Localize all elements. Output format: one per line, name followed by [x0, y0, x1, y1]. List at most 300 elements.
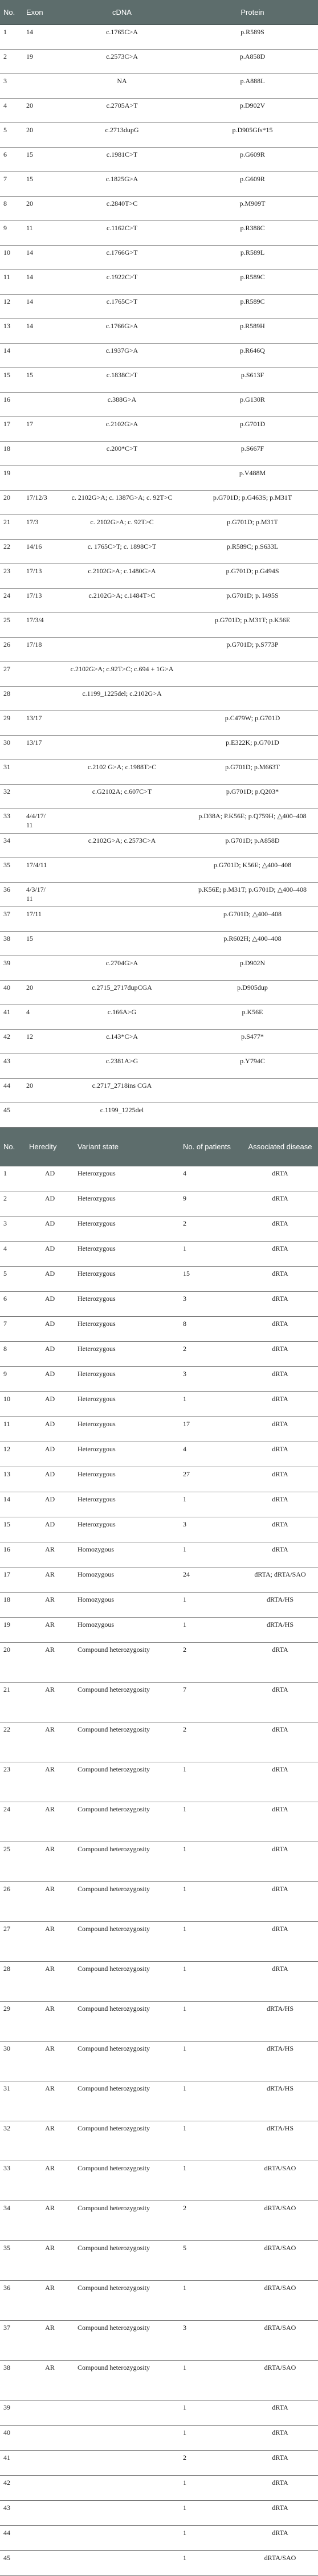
- cell-associated-disease: dRTA: [242, 2476, 318, 2501]
- cell-variant-state: Heterozygous: [74, 1191, 180, 1216]
- col-header-cdna: cDNA: [57, 0, 187, 25]
- cell-heredity: AD: [26, 1467, 74, 1492]
- table-row: [0, 2161, 318, 2201]
- table-row: [0, 588, 318, 613]
- cell-no: 37: [0, 907, 23, 931]
- cell-heredity: AR: [26, 1802, 74, 1842]
- cell-protein: p.S613F: [187, 368, 318, 392]
- table-row: [0, 417, 318, 441]
- cell-patients: 3: [180, 2321, 242, 2361]
- cell-cdna: c.2840T>C: [57, 196, 187, 221]
- cell-cdna: [57, 711, 187, 735]
- cell-protein: p.G701D: [187, 417, 318, 441]
- table-row: [0, 2241, 318, 2281]
- cell-variant-state: [74, 2551, 180, 2576]
- cell-associated-disease: dRTA/SAO: [242, 2551, 318, 2576]
- cell-protein: p.G609R: [187, 147, 318, 172]
- cell-protein: p.G701D; p.Q203*: [187, 784, 318, 809]
- cell-associated-disease: dRTA: [242, 1292, 318, 1317]
- cell-protein: p.G701D; △400–408: [187, 907, 318, 931]
- col-header-no: No.: [0, 1128, 26, 1166]
- table-row: [0, 2321, 318, 2361]
- cell-exon: 20: [23, 980, 57, 1005]
- cell-protein: p.G701D; p.S773P: [187, 637, 318, 662]
- table-row: [0, 1643, 318, 1683]
- cell-no: 21: [0, 1683, 26, 1722]
- cell-heredity: AD: [26, 1267, 74, 1292]
- heredity-table: [0, 1128, 318, 2576]
- cell-exon: [23, 1103, 57, 1127]
- cell-no: 3: [0, 1216, 26, 1242]
- cell-protein: p.S477*: [187, 1029, 318, 1054]
- cell-variant-state: Compound heterozygosity: [74, 2361, 180, 2401]
- cell-cdna: c.388G>A: [57, 392, 187, 417]
- cell-no: 20: [0, 490, 23, 515]
- table-row: [0, 74, 318, 98]
- table-row: [0, 858, 318, 882]
- cell-variant-state: Compound heterozygosity: [74, 2281, 180, 2321]
- cell-associated-disease: dRTA: [242, 1722, 318, 1762]
- cell-protein: p.G609R: [187, 172, 318, 196]
- cell-cdna: [57, 809, 187, 833]
- cell-exon: 17/11: [23, 907, 57, 931]
- cell-cdna: c. 1765C>T; c. 1898C>T: [57, 539, 187, 564]
- cell-no: 25: [0, 613, 23, 637]
- cell-cdna: c.2705A>T: [57, 98, 187, 123]
- cell-no: 36: [0, 882, 23, 907]
- cell-no: 28: [0, 686, 23, 711]
- cell-no: 43: [0, 2501, 26, 2526]
- cell-associated-disease: dRTA/SAO: [242, 2281, 318, 2321]
- cell-cdna: c.1199_1225del: [57, 1103, 187, 1127]
- cell-exon: 19: [23, 49, 57, 74]
- cell-heredity: AR: [26, 1618, 74, 1643]
- cell-exon: 17/12/3: [23, 490, 57, 515]
- cell-associated-disease: dRTA: [242, 1643, 318, 1683]
- table-row: [0, 2042, 318, 2081]
- cell-associated-disease: dRTA/SAO: [242, 2161, 318, 2201]
- table-row: [0, 662, 318, 686]
- cell-no: 1: [0, 1166, 26, 1191]
- cell-no: 35: [0, 858, 23, 882]
- cell-patients: 1: [180, 2361, 242, 2401]
- cell-protein: [187, 686, 318, 711]
- table-row: [0, 564, 318, 588]
- cell-variant-state: Compound heterozygosity: [74, 2002, 180, 2042]
- cell-no: 23: [0, 1762, 26, 1802]
- cell-cdna: [57, 907, 187, 931]
- cell-no: 36: [0, 2281, 26, 2321]
- table-row: [0, 123, 318, 147]
- cell-protein: p.G701D; p.G494S: [187, 564, 318, 588]
- cell-exon: [23, 956, 57, 980]
- cell-no: 44: [0, 1078, 23, 1103]
- cell-variant-state: Compound heterozygosity: [74, 1643, 180, 1683]
- table-row: [0, 1342, 318, 1367]
- cell-cdna: c.2102G>A; c.1480G>A: [57, 564, 187, 588]
- cell-exon: [23, 833, 57, 858]
- cell-heredity: AD: [26, 1292, 74, 1317]
- cell-associated-disease: dRTA: [242, 1962, 318, 2002]
- cell-variant-state: [74, 2426, 180, 2451]
- table-row: [0, 490, 318, 515]
- cell-associated-disease: dRTA/HS: [242, 2002, 318, 2042]
- cell-no: 11: [0, 270, 23, 294]
- heredity-table-body: [0, 1166, 318, 2576]
- cell-no: 9: [0, 1367, 26, 1392]
- cell-associated-disease: dRTA: [242, 1242, 318, 1267]
- table-row: [0, 343, 318, 368]
- cell-variant-state: Compound heterozygosity: [74, 1882, 180, 1922]
- cell-cdna: [57, 882, 187, 907]
- cell-exon: 17/13: [23, 588, 57, 613]
- cell-no: 19: [0, 466, 23, 490]
- cell-heredity: AR: [26, 1842, 74, 1882]
- cell-variant-state: Heterozygous: [74, 1467, 180, 1492]
- cell-associated-disease: dRTA: [242, 2401, 318, 2426]
- table-row: [0, 956, 318, 980]
- cell-heredity: AR: [26, 2121, 74, 2161]
- cell-cdna: c.2573C>A: [57, 49, 187, 74]
- cell-protein: p.G701D; p.M31T; p.K56E: [187, 613, 318, 637]
- cell-no: 5: [0, 1267, 26, 1292]
- table-row: [0, 2551, 318, 2576]
- cell-no: 6: [0, 147, 23, 172]
- cell-associated-disease: dRTA: [242, 2501, 318, 2526]
- cell-patients: 3: [180, 1367, 242, 1392]
- cell-heredity: AR: [26, 2361, 74, 2401]
- cell-no: 3: [0, 74, 23, 98]
- cell-associated-disease: dRTA: [242, 1417, 318, 1442]
- table-row: [0, 2081, 318, 2121]
- table-row: [0, 833, 318, 858]
- cell-protein: p.G130R: [187, 392, 318, 417]
- cell-no: 28: [0, 1962, 26, 2002]
- cell-protein: [187, 662, 318, 686]
- cell-variant-state: Compound heterozygosity: [74, 2161, 180, 2201]
- cell-patients: 1: [180, 2121, 242, 2161]
- cell-patients: 1: [180, 1922, 242, 1962]
- table-row: [0, 1762, 318, 1802]
- cell-exon: 15: [23, 147, 57, 172]
- table-row: [0, 466, 318, 490]
- cell-patients: 4: [180, 1442, 242, 1467]
- cell-no: 24: [0, 1802, 26, 1842]
- table-row: [0, 1267, 318, 1292]
- cell-protein: p.S667F: [187, 441, 318, 466]
- cell-no: 12: [0, 1442, 26, 1467]
- cell-exon: 4/4/17/ 11: [23, 809, 57, 833]
- cell-cdna: c.2715_2717dupCGA: [57, 980, 187, 1005]
- table-row: [0, 1242, 318, 1267]
- cell-no: 45: [0, 2551, 26, 2576]
- cell-variant-state: Homozygous: [74, 1567, 180, 1593]
- cell-patients: 1: [180, 2526, 242, 2551]
- cell-associated-disease: dRTA: [242, 1442, 318, 1467]
- cell-heredity: AR: [26, 1567, 74, 1593]
- cell-protein: p.E322K; p.G701D: [187, 735, 318, 760]
- cell-associated-disease: dRTA/HS: [242, 2081, 318, 2121]
- cell-variant-state: Compound heterozygosity: [74, 2042, 180, 2081]
- cell-no: 17: [0, 417, 23, 441]
- cell-patients: 3: [180, 1292, 242, 1317]
- table-row: [0, 1054, 318, 1078]
- cell-no: 7: [0, 1317, 26, 1342]
- cell-heredity: AD: [26, 1392, 74, 1417]
- cell-exon: 14/16: [23, 539, 57, 564]
- cell-patients: 1: [180, 2042, 242, 2081]
- cell-heredity: AR: [26, 2321, 74, 2361]
- cell-no: 42: [0, 1029, 23, 1054]
- cell-no: 9: [0, 221, 23, 245]
- table-row: [0, 1492, 318, 1517]
- cell-protein: p.D902N: [187, 956, 318, 980]
- cell-variant-state: Compound heterozygosity: [74, 1722, 180, 1762]
- cell-patients: 1: [180, 1842, 242, 1882]
- cell-associated-disease: dRTA: [242, 1342, 318, 1367]
- cell-cdna: c.2717_2718ins CGA: [57, 1078, 187, 1103]
- cell-heredity: AD: [26, 1216, 74, 1242]
- cell-heredity: AR: [26, 1683, 74, 1722]
- table-row: [0, 1542, 318, 1567]
- cell-no: 31: [0, 760, 23, 784]
- table-row: [0, 221, 318, 245]
- cell-no: 26: [0, 1882, 26, 1922]
- cell-variant-state: Heterozygous: [74, 1367, 180, 1392]
- cell-associated-disease: dRTA; dRTA/SAO: [242, 1567, 318, 1593]
- cell-no: 5: [0, 123, 23, 147]
- table-row: [0, 637, 318, 662]
- table-row: [0, 1962, 318, 2002]
- cell-associated-disease: dRTA: [242, 2426, 318, 2451]
- cell-variant-state: Heterozygous: [74, 1292, 180, 1317]
- table-row: [0, 931, 318, 956]
- cell-cdna: c.1825G>A: [57, 172, 187, 196]
- cell-no: 32: [0, 784, 23, 809]
- cell-patients: 1: [180, 1242, 242, 1267]
- cell-protein: p.D902V: [187, 98, 318, 123]
- cell-no: 22: [0, 1722, 26, 1762]
- cell-heredity: AR: [26, 1962, 74, 2002]
- cell-no: 2: [0, 1191, 26, 1216]
- cell-exon: [23, 662, 57, 686]
- cell-no: 24: [0, 588, 23, 613]
- cell-no: 32: [0, 2121, 26, 2161]
- cell-patients: 3: [180, 1517, 242, 1542]
- col-header-exon: Exon: [23, 0, 57, 25]
- cell-variant-state: Compound heterozygosity: [74, 1842, 180, 1882]
- cell-no: 4: [0, 1242, 26, 1267]
- cell-patients: 15: [180, 1267, 242, 1292]
- cell-protein: p.R589C: [187, 270, 318, 294]
- cell-exon: [23, 686, 57, 711]
- cell-exon: [23, 1054, 57, 1078]
- table-row: [0, 1722, 318, 1762]
- cell-heredity: AD: [26, 1342, 74, 1367]
- cell-patients: 1: [180, 2161, 242, 2201]
- cell-variant-state: Heterozygous: [74, 1342, 180, 1367]
- cell-no: 6: [0, 1292, 26, 1317]
- cell-no: 25: [0, 1842, 26, 1882]
- cell-patients: 2: [180, 2201, 242, 2241]
- cell-no: 7: [0, 172, 23, 196]
- cell-associated-disease: dRTA: [242, 1517, 318, 1542]
- cell-no: 29: [0, 2002, 26, 2042]
- table-row: [0, 49, 318, 74]
- cell-heredity: [26, 2476, 74, 2501]
- cell-variant-state: Compound heterozygosity: [74, 1962, 180, 2002]
- cell-no: 26: [0, 637, 23, 662]
- cell-no: 33: [0, 809, 23, 833]
- table-row: [0, 98, 318, 123]
- cell-heredity: AR: [26, 1922, 74, 1962]
- cell-cdna: c.166A>G: [57, 1005, 187, 1029]
- table-row: [0, 2526, 318, 2551]
- variant-table: [0, 0, 318, 1128]
- cell-associated-disease: dRTA: [242, 1267, 318, 1292]
- cell-no: 14: [0, 1492, 26, 1517]
- col-header-variant-state: Variant state: [74, 1128, 180, 1166]
- cell-associated-disease: dRTA/HS: [242, 2042, 318, 2081]
- cell-heredity: AR: [26, 2201, 74, 2241]
- cell-associated-disease: dRTA: [242, 1683, 318, 1722]
- cell-patients: 27: [180, 1467, 242, 1492]
- table-row: [0, 2401, 318, 2426]
- table-header-row: [0, 1128, 318, 1166]
- cell-patients: 1: [180, 1593, 242, 1618]
- cell-cdna: [57, 858, 187, 882]
- table-row: [0, 1005, 318, 1029]
- cell-heredity: [26, 2451, 74, 2476]
- cell-heredity: [26, 2551, 74, 2576]
- cell-no: 18: [0, 441, 23, 466]
- cell-associated-disease: dRTA/HS: [242, 1593, 318, 1618]
- cell-cdna: c.2102G>A; c.92T>C; c.694 + 1G>A: [57, 662, 187, 686]
- table-row: [0, 270, 318, 294]
- cell-exon: 13/17: [23, 711, 57, 735]
- cell-associated-disease: dRTA: [242, 1842, 318, 1882]
- cell-patients: 1: [180, 1618, 242, 1643]
- cell-no: 12: [0, 294, 23, 319]
- cell-patients: 4: [180, 1166, 242, 1191]
- table-row: [0, 980, 318, 1005]
- cell-exon: 11: [23, 221, 57, 245]
- table-row: [0, 2361, 318, 2401]
- cell-patients: 7: [180, 1683, 242, 1722]
- cell-no: 23: [0, 564, 23, 588]
- table-header-row: [0, 0, 318, 25]
- cell-no: 34: [0, 2201, 26, 2241]
- cell-variant-state: Compound heterozygosity: [74, 2321, 180, 2361]
- cell-cdna: c.2704G>A: [57, 956, 187, 980]
- cell-associated-disease: dRTA: [242, 1166, 318, 1191]
- table-row: [0, 1166, 318, 1191]
- cell-protein: p.A888L: [187, 74, 318, 98]
- cell-heredity: AD: [26, 1517, 74, 1542]
- cell-no: 40: [0, 2426, 26, 2451]
- cell-protein: p.D905dup: [187, 980, 318, 1005]
- cell-no: 8: [0, 1342, 26, 1367]
- cell-no: 11: [0, 1417, 26, 1442]
- cell-no: 2: [0, 49, 23, 74]
- cell-variant-state: Heterozygous: [74, 1216, 180, 1242]
- cell-patients: 1: [180, 2401, 242, 2426]
- cell-protein: p.V488M: [187, 466, 318, 490]
- cell-exon: 20: [23, 196, 57, 221]
- cell-protein: p.R589H: [187, 319, 318, 343]
- cell-no: 27: [0, 1922, 26, 1962]
- cell-cdna: [57, 931, 187, 956]
- cell-associated-disease: dRTA/HS: [242, 1618, 318, 1643]
- table-row: [0, 1216, 318, 1242]
- cell-exon: 17: [23, 417, 57, 441]
- cell-exon: 15: [23, 172, 57, 196]
- cell-cdna: c.1766G>A: [57, 319, 187, 343]
- cell-heredity: [26, 2501, 74, 2526]
- table-row: [0, 319, 318, 343]
- cell-heredity: AD: [26, 1242, 74, 1267]
- cell-associated-disease: dRTA: [242, 1922, 318, 1962]
- cell-no: 39: [0, 2401, 26, 2426]
- col-header-associated-disease: Associated disease: [242, 1128, 318, 1166]
- cell-exon: [23, 466, 57, 490]
- cell-cdna: c. 2102G>A; c. 1387G>A; c. 92T>C: [57, 490, 187, 515]
- col-header-heredity: Heredity: [26, 1128, 74, 1166]
- cell-patients: 2: [180, 1722, 242, 1762]
- table-row: [0, 147, 318, 172]
- cell-exon: 12: [23, 1029, 57, 1054]
- cell-cdna: c.1199_1225del; c.2102G>A: [57, 686, 187, 711]
- table-row: [0, 2281, 318, 2321]
- table-row: [0, 735, 318, 760]
- table-row: [0, 294, 318, 319]
- cell-no: 8: [0, 196, 23, 221]
- cell-exon: 17/3: [23, 515, 57, 539]
- cell-heredity: AR: [26, 2002, 74, 2042]
- cell-cdna: c.2102G>A; c.1484T>C: [57, 588, 187, 613]
- table-row: [0, 2451, 318, 2476]
- cell-protein: [187, 1103, 318, 1127]
- cell-variant-state: Heterozygous: [74, 1392, 180, 1417]
- cell-variant-state: Heterozygous: [74, 1417, 180, 1442]
- cell-no: 13: [0, 1467, 26, 1492]
- cell-patients: 1: [180, 1392, 242, 1417]
- cell-associated-disease: dRTA: [242, 1216, 318, 1242]
- cell-variant-state: [74, 2401, 180, 2426]
- cell-variant-state: [74, 2476, 180, 2501]
- cell-exon: 13/17: [23, 735, 57, 760]
- cell-variant-state: Homozygous: [74, 1618, 180, 1643]
- cell-associated-disease: dRTA: [242, 1191, 318, 1216]
- cell-protein: p.G701D; p.M31T: [187, 515, 318, 539]
- cell-protein: p.R388C: [187, 221, 318, 245]
- cell-cdna: c.2713dupG: [57, 123, 187, 147]
- cell-cdna: [57, 613, 187, 637]
- cell-protein: p.M909T: [187, 196, 318, 221]
- table-row: [0, 392, 318, 417]
- cell-exon: 14: [23, 319, 57, 343]
- cell-associated-disease: dRTA: [242, 1542, 318, 1567]
- table-row: [0, 172, 318, 196]
- cell-exon: 14: [23, 270, 57, 294]
- cell-cdna: [57, 735, 187, 760]
- table-row: [0, 1842, 318, 1882]
- col-header-patients: No. of patients: [180, 1128, 242, 1166]
- cell-variant-state: Heterozygous: [74, 1517, 180, 1542]
- table-row: [0, 441, 318, 466]
- cell-cdna: c.1922C>T: [57, 270, 187, 294]
- table-row: [0, 1417, 318, 1442]
